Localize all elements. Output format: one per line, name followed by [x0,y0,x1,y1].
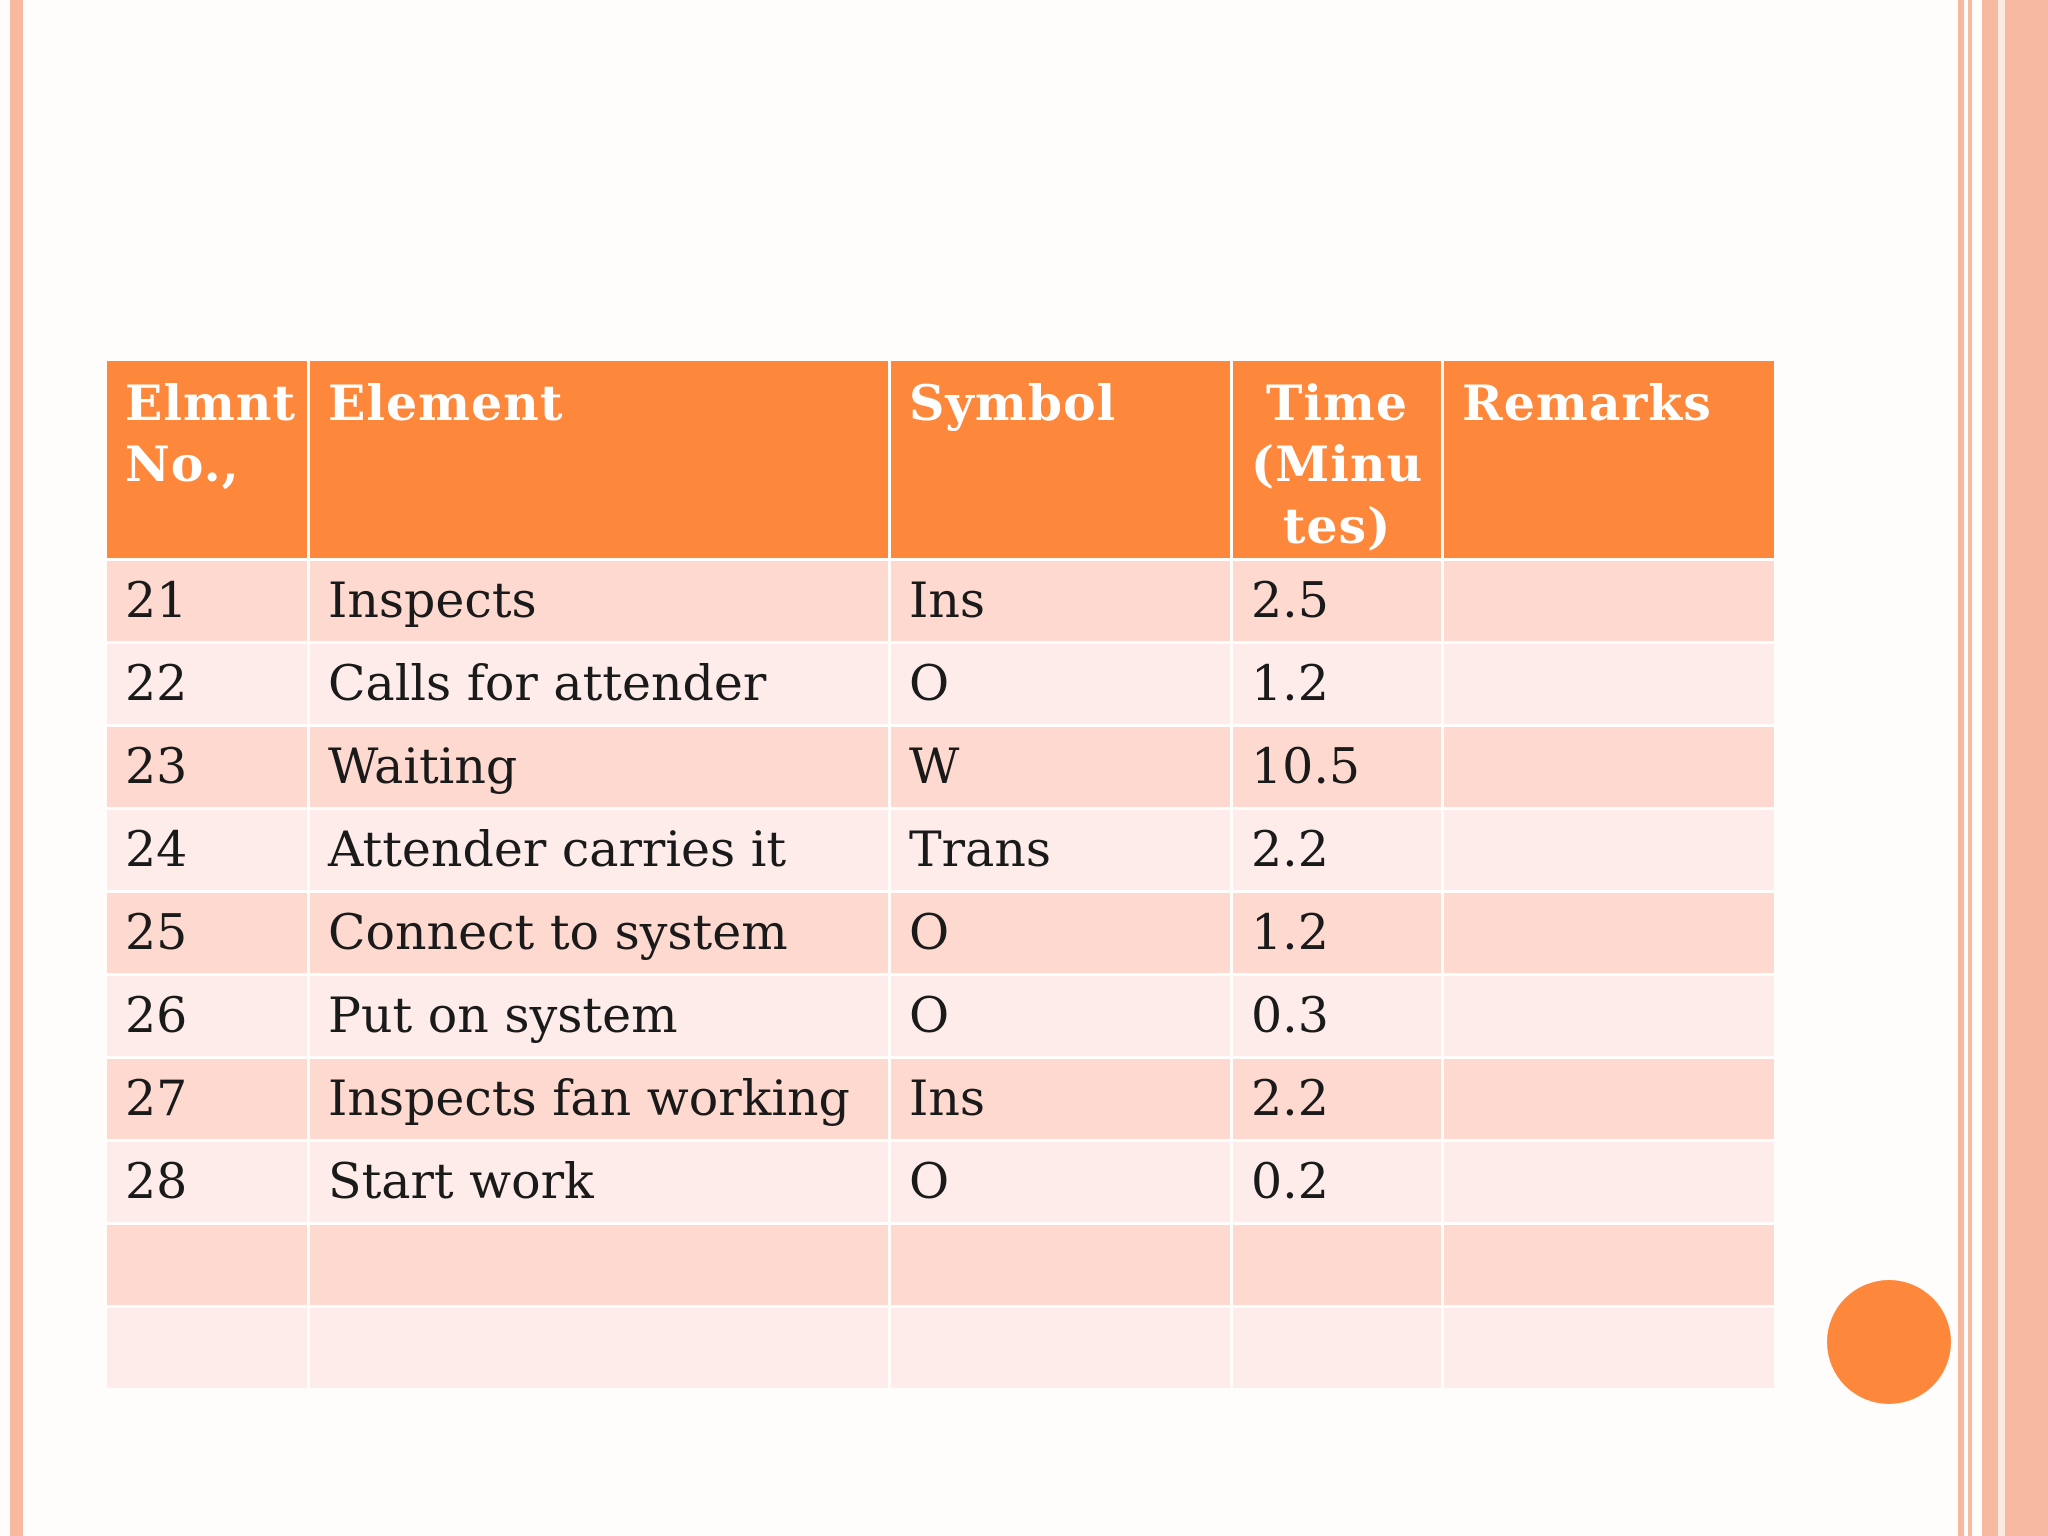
cell-element: Waiting [309,726,890,809]
table-row [106,726,1776,809]
cell-symbol [890,1307,1232,1390]
cell-symbol [890,1224,1232,1307]
header-time-line2: (Minu [1250,435,1424,494]
header-time-line3: tes) [1282,496,1392,555]
header-time-line1: Time [1265,374,1409,432]
cell-remarks [1443,1224,1776,1307]
table-row [106,1141,1776,1224]
left-border-stripe [10,0,23,1536]
cell-elmnt-no: 21 [106,560,309,643]
table-header-row [106,360,1776,560]
cell-symbol: Trans [890,809,1232,892]
cell-elmnt-no: 23 [106,726,309,809]
table-row [106,1307,1776,1390]
header-element: Element [309,360,890,560]
cell-elmnt-no: 28 [106,1141,309,1224]
cell-elmnt-no: 22 [106,643,309,726]
header-elmnt-line1: Elmnt [125,374,297,432]
cell-symbol: W [890,726,1232,809]
header-remarks: Remarks [1443,360,1776,560]
cell-element: Inspects [309,560,890,643]
header-elmnt-no [106,360,309,560]
table-row [106,643,1776,726]
cell-element: Connect to system [309,892,890,975]
right-border-stripe [1958,0,1964,1536]
cell-time: 0.3 [1232,975,1443,1058]
cell-symbol: Ins [890,560,1232,643]
cell-elmnt-no [106,1307,309,1390]
cell-symbol: O [890,975,1232,1058]
cell-remarks [1443,1141,1776,1224]
header-elmnt-line2: No., [125,435,240,494]
cell-remarks [1443,975,1776,1058]
cell-remarks [1443,892,1776,975]
cell-remarks [1443,1307,1776,1390]
cell-element [309,1224,890,1307]
cell-remarks [1443,643,1776,726]
cell-time: 2.2 [1232,1058,1443,1141]
table-row [106,560,1776,643]
cell-symbol: O [890,892,1232,975]
cell-elmnt-no: 27 [106,1058,309,1141]
cell-remarks [1443,1058,1776,1141]
cell-elmnt-no: 24 [106,809,309,892]
cell-remarks [1443,560,1776,643]
table-row [106,809,1776,892]
cell-elmnt-no [106,1224,309,1307]
header-symbol: Symbol [890,360,1232,560]
cell-time: 0.2 [1232,1141,1443,1224]
table-row [106,892,1776,975]
cell-element: Start work [309,1141,890,1224]
table-row [106,975,1776,1058]
cell-element: Attender carries it [309,809,890,892]
table-body [106,560,1776,1390]
cell-time [1232,1224,1443,1307]
table-row [106,1224,1776,1307]
cell-element: Calls for attender [309,643,890,726]
right-border-stripe [1968,0,1972,1536]
cell-time: 2.5 [1232,560,1443,643]
right-border-stripe [1982,0,1998,1536]
decorative-circle [1827,1280,1951,1404]
cell-time: 1.2 [1232,892,1443,975]
cell-symbol: Ins [890,1058,1232,1141]
cell-element: Inspects fan working [309,1058,890,1141]
cell-symbol: O [890,643,1232,726]
cell-element: Put on system [309,975,890,1058]
cell-element [309,1307,890,1390]
right-border-stripe [2005,0,2048,1536]
cell-remarks [1443,809,1776,892]
process-chart-table [104,358,1777,1391]
right-border-gap [1998,0,2005,1536]
cell-time: 1.2 [1232,643,1443,726]
cell-remarks [1443,726,1776,809]
table-row [106,1058,1776,1141]
cell-time: 10.5 [1232,726,1443,809]
cell-elmnt-no: 25 [106,892,309,975]
cell-time [1232,1307,1443,1390]
cell-time: 2.2 [1232,809,1443,892]
cell-elmnt-no: 26 [106,975,309,1058]
cell-symbol: O [890,1141,1232,1224]
header-time [1232,360,1443,560]
